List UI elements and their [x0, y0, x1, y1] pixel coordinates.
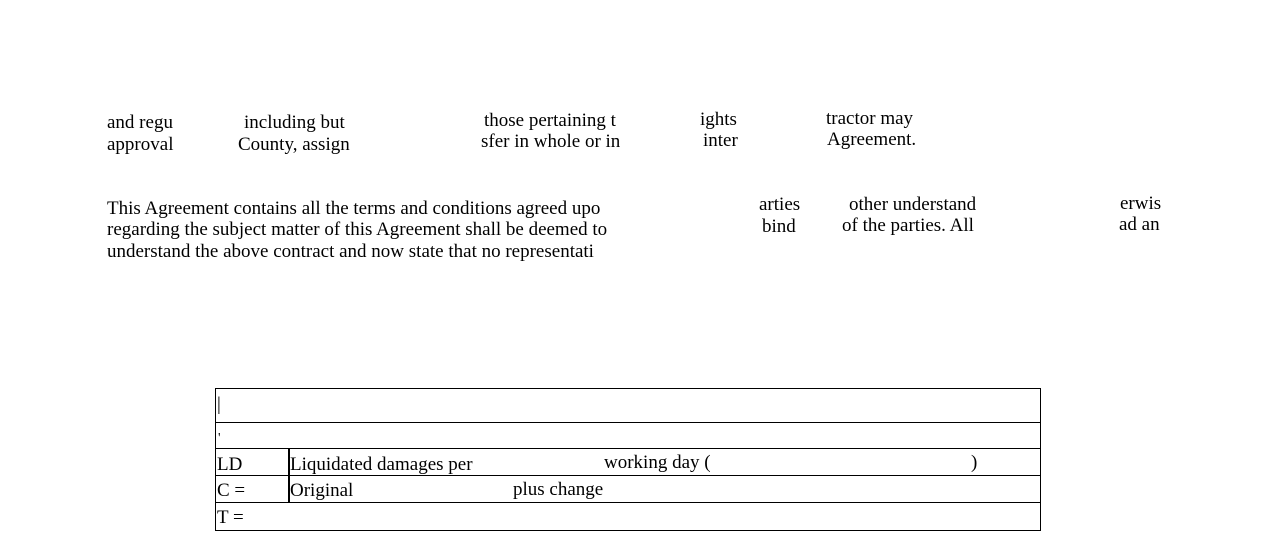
- row-text: plus change: [513, 479, 604, 500]
- paragraph-line: regarding the subject matter of this Agreement shall be deemed to: [107, 219, 608, 240]
- row-text: working day (: [604, 452, 711, 473]
- row-label: C =: [217, 480, 246, 501]
- text-fragment: County, assign: [238, 134, 350, 155]
- text-fragment: bind: [762, 216, 796, 237]
- paragraph-line: understand the above contract and now state that no representati: [107, 241, 594, 262]
- text-fragment: including but: [244, 112, 345, 133]
- text-fragment: ad an: [1119, 214, 1160, 235]
- text-fragment: ights: [700, 109, 737, 130]
- row-mark: |: [217, 394, 221, 415]
- text-fragment: erwis: [1120, 193, 1162, 214]
- table-row: [216, 503, 1040, 531]
- text-fragment: approval: [107, 134, 174, 155]
- text-fragment: other understand: [849, 194, 977, 215]
- row-label: LD: [217, 454, 243, 475]
- row-text: Original: [290, 480, 354, 501]
- text-fragment: inter: [703, 130, 738, 151]
- text-fragment: sfer in whole or in: [481, 131, 621, 152]
- text-fragment: arties: [759, 194, 801, 215]
- paragraph-line: This Agreement contains all the terms and conditions agreed upo: [107, 198, 601, 219]
- text-fragment: and regu: [107, 112, 173, 133]
- table-row: [216, 389, 1040, 423]
- text-fragment: those pertaining t: [484, 110, 616, 131]
- table-row: [216, 423, 1040, 449]
- table-row: [216, 476, 1040, 503]
- row-label: T =: [217, 507, 244, 528]
- row-text: Liquidated damages per: [290, 454, 473, 475]
- text-fragment: Agreement.: [827, 129, 917, 150]
- text-fragment: of the parties. All: [842, 215, 974, 236]
- row-mark: ': [218, 431, 221, 446]
- row-text: ): [971, 452, 978, 473]
- table-row: [216, 449, 1040, 476]
- text-fragment: tractor may: [826, 108, 914, 129]
- formula-table: [215, 388, 1041, 531]
- column-divider: [288, 449, 290, 503]
